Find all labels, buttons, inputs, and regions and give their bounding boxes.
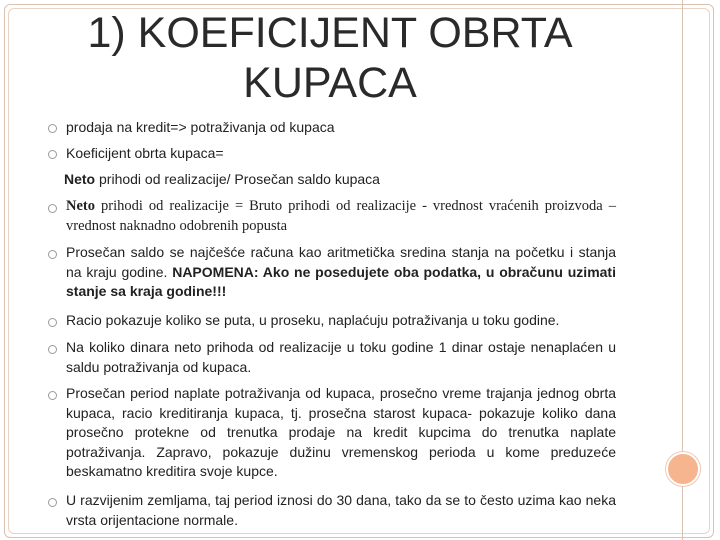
formula-line: Neto prihodi od realizacije/ Prosečan saldo kupaca (64, 171, 380, 187)
bullet-icon (48, 250, 57, 259)
bullet-icon (48, 150, 57, 159)
bullet-item-5: Racio pokazuje koliko se puta, u proseku, naplaćuju potraživanja u toku godine. (66, 312, 560, 328)
bullet-icon (48, 204, 57, 213)
title-line-2: KUPACA (243, 59, 417, 107)
bullet-icon (48, 345, 57, 354)
bullet-icon (48, 498, 57, 507)
bullet-item-2: Koeficijent obrta kupaca= (66, 145, 224, 161)
bullet-item-3: Neto prihodi od realizacije = Bruto prihodi od realizacije - vrednost vraćenih proizvoda – vrednost naknadno odobrenih popusta (66, 198, 616, 234)
bullet-item-4: Prosečan saldo se najčešće računa kao aritmetička sredina stanja na početku i stanja na kraju godine. NAPOMENA: Ako ne posedujete oba podatka, u obračunu uzimati stanje sa kraja godine!!! (66, 244, 616, 299)
bullet-item-8: U razvijenim zemljama, taj period iznosi do 30 dana, tako da se to često uzima kao neka vrsta orijentacione normale. (66, 492, 616, 528)
bullet-icon (48, 318, 57, 327)
title-line-1: 1) KOEFICIJENT OBRTA (87, 9, 573, 57)
bullet-icon (48, 124, 57, 133)
bullet-item-6: Na koliko dinara neto prihoda od realizacije u toku godine 1 dinar ostaje nenaplaćen u saldu potraživanja od kupaca. (66, 339, 616, 375)
bullet-item-7: Prosečan period naplate potraživanja od kupaca, prosečno vreme trajanja jednog obrta kupaca, racio kreditiranja kupaca, tj. prosečna starost kupaca- pokazuje koliko dana prosečno protekne od trenutka prodaje na kredit kupcima do trenutka naplate potraživanja. Zapravo, pokazuje dužinu vremenskog perioda u kome preduzeće beskamatno kreditira svoje kupce. (66, 385, 616, 479)
bullet-item-1: prodaja na kredit=> potraživanja od kupaca (66, 119, 335, 135)
bullet-icon (48, 391, 57, 400)
